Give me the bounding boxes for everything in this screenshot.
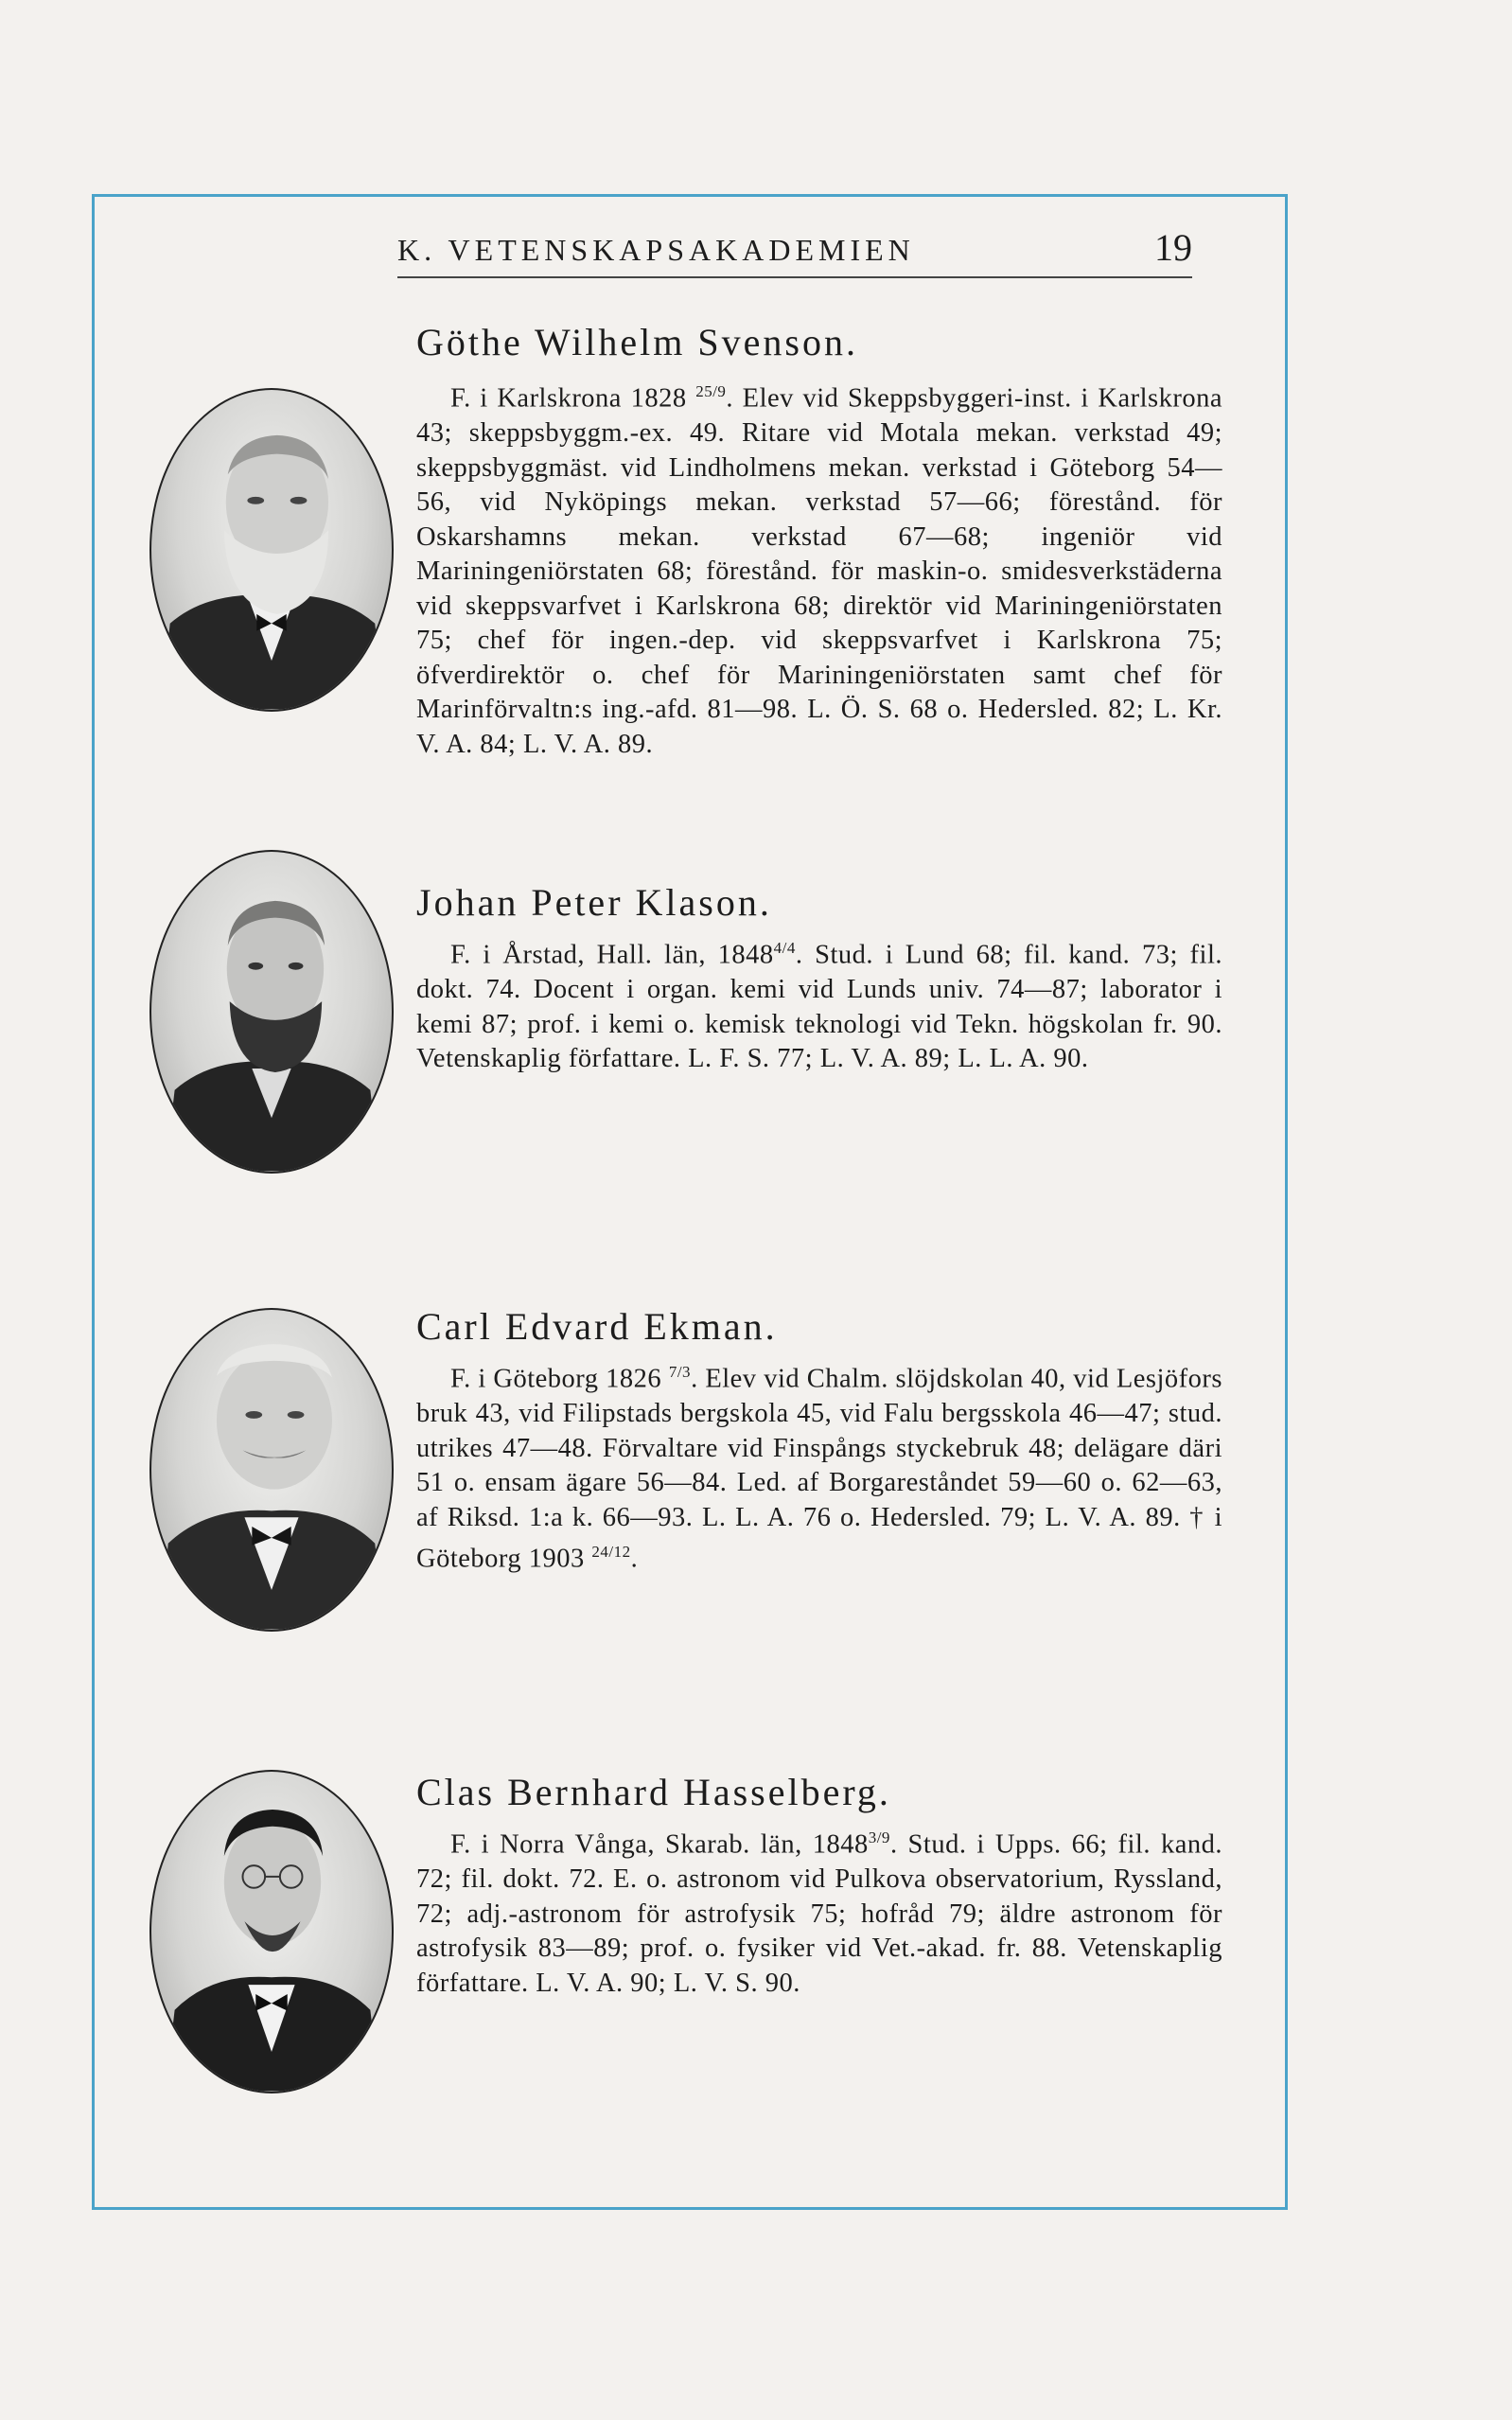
portrait-photo bbox=[149, 850, 394, 1174]
portrait-photo bbox=[149, 1308, 394, 1632]
person-name: Clas Bernhard Hasselberg. bbox=[416, 1771, 891, 1813]
person-name: Johan Peter Klason. bbox=[416, 881, 772, 924]
biography-text: F. i Årstad, Hall. län, $1848^{4/4}$. Stud. i Lund 68; fil. kand. 73; fil. dokt. 74. Docent i organ. kemi vid Lunds univ. 74—87; laborator i kemi 87; prof. i kemi o. kemisk teknologi vid Tekn. högskolan fr. 90. Vetenskaplig författare. L. F. S. 77; L. V. A. 89; L. L. A. 90. bbox=[416, 939, 1222, 1073]
page-number: 19 bbox=[1154, 226, 1192, 269]
running-head-title: K. VETENSKAPSAKADEMIEN bbox=[397, 233, 915, 267]
person-name: Carl Edvard Ekman. bbox=[416, 1305, 778, 1348]
portrait-photo bbox=[149, 1770, 394, 2093]
running-head bbox=[397, 225, 1192, 273]
biography-text: F. i Göteborg 1826 $^{7/3}$. Elev vid Chalm. slöjdskolan 40, vid Lesjöfors bruk 43, vid Filipstads bergskola 45, vid Falu bergsskola 46—47; stud. utrikes 47—48. Förvaltare vid Finspångs styckebruk 48; delägare däri 51 o. ensam ägare 56—84. Led. af Borgareståndet 59—60 o. 62—63, af Riksd. 1:a k. 66—93. L. L. A. 76 o. Hedersled. 79; L. V. A. 89. † i Göteborg 1903 $^{24/12}$. bbox=[416, 1363, 1222, 1574]
portrait-photo bbox=[149, 388, 394, 712]
biography-text: F. i Norra Vånga, Skarab. län, $1848^{3/9}$. Stud. i Upps. 66; fil. kand. 72; fil. dokt. 72. E. o. astronom vid Pulkova observatorium, Ryssland, 72; adj.-astronom för astrofysik 75; hofråd 79; äldre astronom för astrofysik 83—89; prof. o. fysiker vid Vet.-akad. fr. 88. Vetenskaplig författare. L. V. A. 90; L. V. S. 90. bbox=[416, 1828, 1222, 1998]
header-rule bbox=[397, 276, 1192, 278]
biography-text: F. i Karlskrona 1828 $^{25/9}$. Elev vid Skeppsbyggeri-inst. i Karlskrona 43; skeppsbyggm.-ex. 49. Ritare vid Motala mekan. verkstad 49; skeppsbyggmäst. vid Lindholmens mekan. verkstad i Göteborg 54—56, vid Nyköpings mekan. verkstad 57—66; förestånd. för Oskarshamns mekan. verkstad 67—68; ingeniör vid Mariningeniörstaten 68; förestånd. för maskin-o. smidesverkstäderna vid skeppsvarfvet i Karlskrona 68; direktör vid Mariningeniörstaten 75; chef för ingen.-dep. vid skeppsvarfvet i Karlskrona 75; öfverdirektör o. chef för Mariningeniörstaten samt chef för Marinförvaltn:s ing.-afd. 81—98. L. Ö. S. 68 o. Hedersled. 82; L. Kr. V. A. 84; L. V. A. 89. bbox=[416, 382, 1222, 759]
person-name: Göthe Wilhelm Svenson. bbox=[416, 321, 858, 363]
